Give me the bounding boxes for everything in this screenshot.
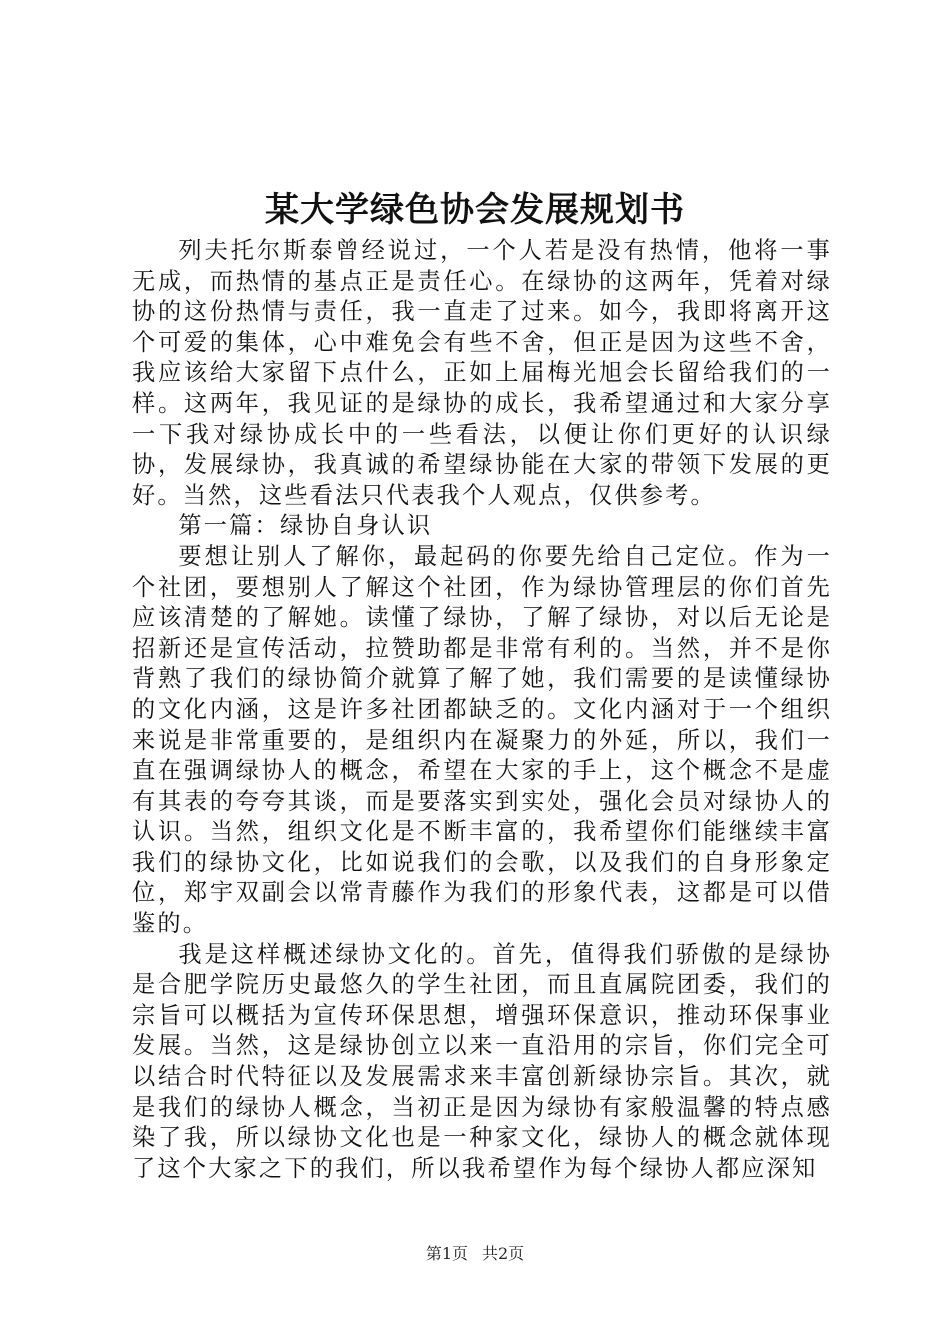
paragraph-culture: 我是这样概述绿协文化的。首先，值得我们骄傲的是绿协是合肥学院历史最悠久的学生社团，而且直属院团委，我们的宗旨可以概括为宣传环保思想，增强环保意识，推动环保事业发展。当然，这是绿协创立以来一直沿用的宗旨，你们完全可以结合时代特征以及发展需求来丰富创新绿协宗旨。其次，就是我们的绿协人概念，当初正是因为绿协有家般温馨的特点感染了我，所以绿协文化也是一种家文化，绿协人的概念就体现了这个大家之下的我们，所以我希望作为每个绿协人都应深知 (132, 940, 832, 1182)
paragraph-self-awareness: 要想让别人了解你，最起码的你要先给自己定位。作为一个社团，要想别人了解这个社团，作为绿协管理层的你们首先应该清楚的了解她。读懂了绿协，了解了绿协，对以后无论是招新还是宣传活动，拉赞助都是非常有利的。当然，并不是你背熟了我们的绿协简介就算了解了她，我们需要的是读懂绿协的文化内涵，这是许多社团都缺乏的。文化内涵对于一个组织来说是非常重要的，是组织内在凝聚力的外延，所以，我们一直在强调绿协人的概念，希望在大家的手上，这个概念不是虚有其表的夸夸其谈，而是要落实到实处，强化会员对绿协人的认识。当然，组织文化是不断丰富的，我希望你们能继续丰富我们的绿协文化，比如说我们的会歌，以及我们的自身形象定位，郑宇双副会以常青藤作为我们的形象代表，这都是可以借鉴的。 (132, 542, 832, 938)
page-total: 共2页 (482, 1244, 525, 1263)
page-number: 第1页 (425, 1244, 468, 1263)
paragraph-intro: 列夫托尔斯泰曾经说过，一个人若是没有热情，他将一事无成，而热情的基点正是责任心。在绿协的这两年，凭着对绿协的这份热情与责任，我一直走了过来。如今，我即将离开这个可爱的集体，心中难免会有些不舍，但正是因为这些不舍，我应该给大家留下点什么，正如上届梅光旭会长留给我们的一样。这两年，我见证的是绿协的成长，我希望通过和大家分享一下我对绿协成长中的一些看法，以便让你们更好的认识绿协，发展绿协，我真诚的希望绿协能在大家的带领下发展的更好。当然，这些看法只代表我个人观点，仅供参考。 (132, 237, 832, 509)
document-title: 某大学绿色协会发展规划书 (265, 190, 685, 230)
document-body (132, 236, 832, 1184)
section-heading: 第一篇：绿协自身认识 (178, 512, 433, 540)
page-footer (0, 1243, 950, 1265)
